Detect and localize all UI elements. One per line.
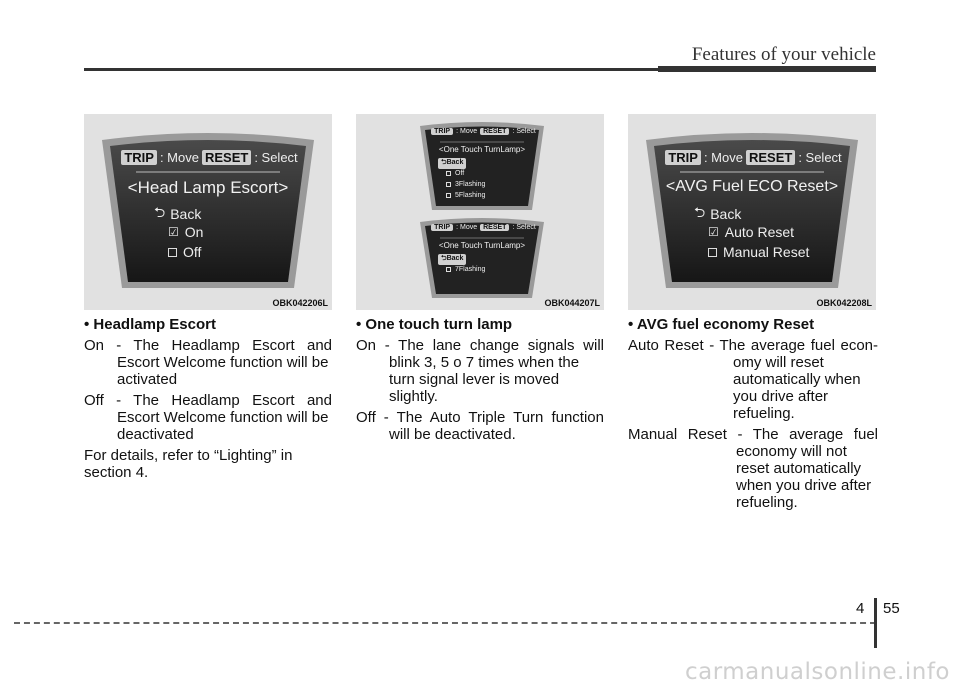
back-label: Back: [446, 159, 464, 166]
hud-option-off: [168, 244, 201, 260]
item-continuation: blink 3, 5 o 7 times when the turn signal lever is moved slightly.: [389, 354, 580, 405]
option-label: 5Flashing: [455, 192, 486, 199]
hud-back-row: [154, 202, 201, 226]
figure-code: OBK042206L: [272, 298, 328, 308]
trip-badge: TRIP: [665, 150, 701, 165]
option-label: Off: [183, 244, 202, 260]
figure-avg-fuel-eco-reset: [628, 114, 876, 310]
figure-headlamp-escort: [84, 114, 332, 310]
column-avg-fuel-economy-reset: [628, 316, 878, 515]
page-number: 55: [883, 600, 900, 617]
select-hint: : Select: [512, 224, 536, 231]
header-title: Features of your vehicle: [691, 44, 876, 65]
option-label: Auto Reset: [724, 224, 795, 240]
option-auto-reset-description: [628, 337, 878, 422]
hud-option: [446, 192, 485, 199]
item-continuation: omy will reset automatically when you drive after refueling.: [733, 354, 861, 422]
checkbox-icon: [446, 267, 451, 272]
item-head: Off - The Auto Triple Turn function: [356, 409, 604, 426]
back-highlight: [438, 158, 466, 169]
back-arrow-icon: ⮌: [441, 255, 447, 262]
checkbox-icon: [168, 248, 177, 257]
item-head: Manual Reset - The average fuel: [628, 426, 878, 443]
option-on-description: [84, 337, 332, 388]
item-head: Auto Reset - The average fuel econ-: [628, 337, 878, 354]
hud-control-hint: [418, 128, 546, 135]
figure-one-touch-turn-lamp: [356, 114, 604, 310]
hud-back-row: [438, 158, 466, 169]
page-number-separator: [874, 598, 877, 648]
back-label: Back: [446, 255, 464, 262]
option-label: 3Flashing: [455, 181, 486, 188]
option-off-description: [84, 392, 332, 443]
figure-code: OBK042208L: [816, 298, 872, 308]
option-label: On: [184, 224, 204, 240]
footer-rule: [14, 622, 876, 624]
item-head: Off - The Headlamp Escort and: [84, 392, 332, 409]
section-number: 4: [856, 600, 865, 617]
hud-back-row: [694, 202, 741, 226]
hud-control-hint: [642, 150, 862, 165]
item-continuation: will be deactivated.: [389, 426, 516, 443]
hud-control-hint: [98, 150, 318, 165]
back-highlight: [438, 254, 466, 265]
section-heading: • One touch turn lamp: [356, 316, 513, 333]
lcd-display: [642, 130, 862, 290]
item-head: On - The lane change signals will: [356, 337, 604, 354]
header-rule-accent: [658, 66, 876, 72]
item-head: On - The Headlamp Escort and: [84, 337, 332, 354]
reset-badge: RESET: [746, 150, 795, 165]
section-heading: • Headlamp Escort: [84, 316, 216, 333]
checkbox-icon: [446, 171, 451, 176]
option-label: 7Flashing: [455, 266, 486, 273]
column-one-touch-turn-lamp: [356, 316, 604, 447]
reset-badge: RESET: [480, 224, 509, 231]
hud-option: [446, 181, 485, 188]
hud-option-manual-reset: [708, 244, 809, 260]
move-hint: : Move: [456, 224, 478, 231]
reset-badge: RESET: [202, 150, 251, 165]
select-hint: : Select: [254, 150, 298, 165]
item-continuation: economy will not reset automatically when you drive after refueling.: [736, 443, 872, 511]
item-continuation: Escort Welcome function will be activated: [117, 354, 329, 388]
back-arrow-icon: ⮌: [154, 204, 166, 220]
hud-option-on: [168, 224, 203, 240]
trip-badge: TRIP: [431, 128, 453, 135]
trip-badge: TRIP: [121, 150, 157, 165]
hud-option: [446, 266, 485, 273]
checked-box-icon: ☑: [708, 225, 719, 239]
hud-menu-title: <AVG Fuel ECO Reset>: [665, 178, 839, 195]
option-off-description: [356, 409, 604, 443]
watermark: carmanualsonline.info: [684, 659, 950, 685]
lcd-display-bottom: [418, 216, 546, 300]
select-hint: : Select: [798, 150, 842, 165]
reset-badge: RESET: [480, 128, 509, 135]
checkbox-icon: [446, 182, 451, 187]
select-hint: : Select: [512, 128, 536, 135]
back-label: Back: [710, 206, 742, 222]
column-headlamp-escort: [84, 316, 332, 481]
option-label: Manual Reset: [723, 244, 810, 260]
move-hint: : Move: [159, 150, 199, 165]
option-on-description: [356, 337, 604, 405]
trip-badge: TRIP: [431, 224, 453, 231]
lcd-display-top: [418, 120, 546, 212]
hud-menu-title: <One Touch TurnLamp>: [438, 145, 526, 154]
hud-control-hint: [418, 224, 546, 231]
option-label: Off: [455, 170, 465, 177]
hud-option-auto-reset: [708, 224, 794, 240]
figure-code: OBK044207L: [544, 298, 600, 308]
section-heading: • AVG fuel economy Reset: [628, 316, 815, 333]
lcd-display: [98, 130, 318, 290]
hud-menu-title: <One Touch TurnLamp>: [438, 241, 526, 250]
option-manual-reset-description: [628, 426, 878, 511]
move-hint: : Move: [456, 128, 478, 135]
hud-menu-title: <Head Lamp Escort>: [127, 178, 289, 197]
checkbox-icon: [446, 193, 451, 198]
checkbox-icon: [708, 248, 717, 257]
back-label: Back: [170, 206, 202, 222]
back-arrow-icon: ⮌: [441, 159, 447, 166]
reference-note: For details, refer to “Lighting” in section 4.: [84, 447, 293, 481]
move-hint: : Move: [703, 150, 743, 165]
back-arrow-icon: ⮌: [694, 204, 706, 220]
hud-option: [446, 170, 464, 177]
checked-box-icon: ☑: [168, 225, 179, 239]
hud-back-row: [438, 254, 466, 265]
item-continuation: Escort Welcome function will be deactivated: [117, 409, 329, 443]
